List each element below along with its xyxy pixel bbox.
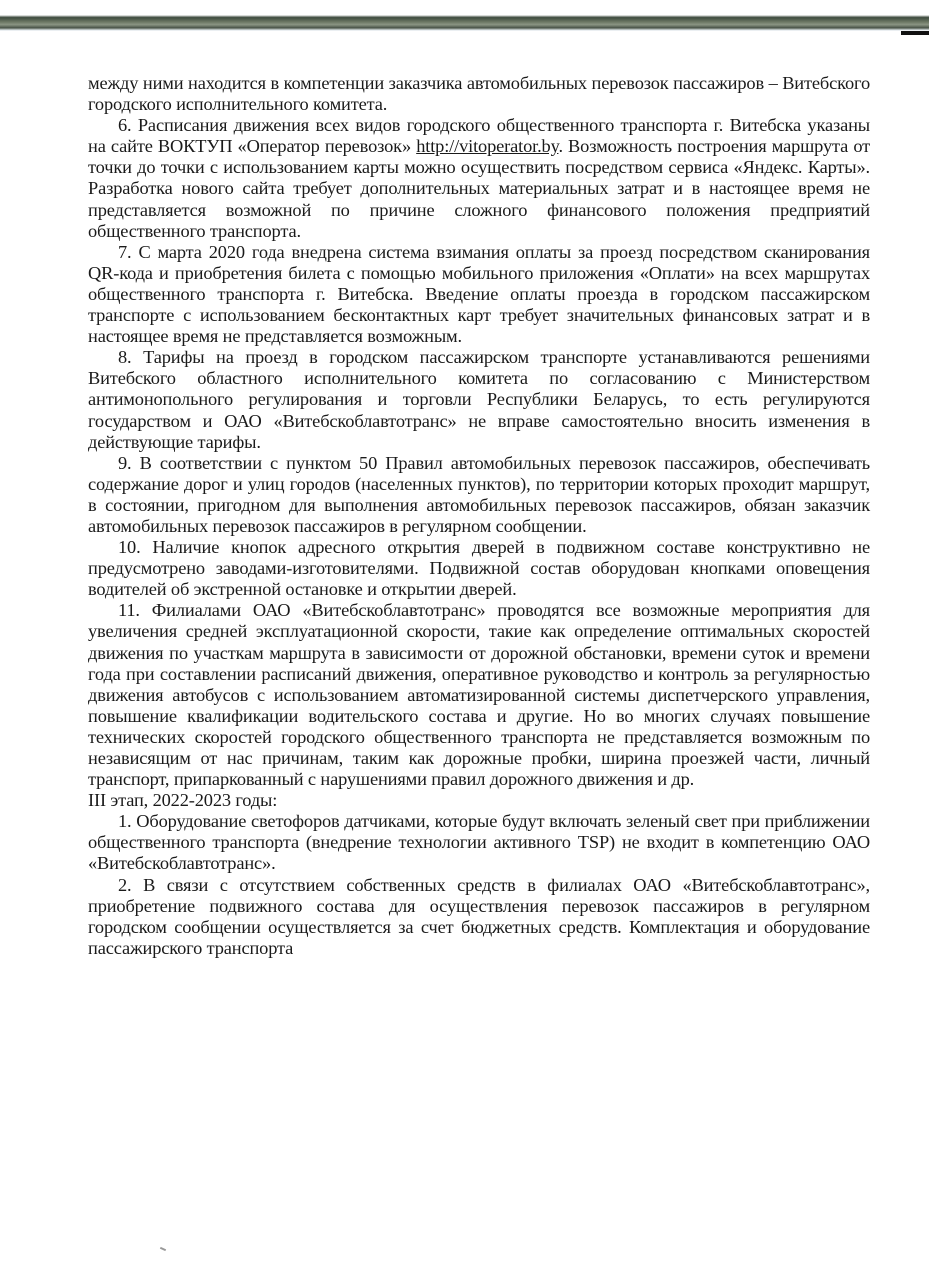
item-8-paragraph: 8. Тарифы на проезд в городском пассажирском транспорте устанавливаются решениями Витебского областного исполнительного комитета по согласованию с Министерством антимонопольного регулирования и торговли Республики Беларусь, то есть регулируются государством и ОАО «Витебскоблавтотранс» не вправе самостоятельно вносить изменения в действующие тарифы.: [88, 347, 870, 452]
stage-3-item-1-paragraph: 1. Оборудование светофоров датчиками, которые будут включать зеленый свет при приближении общественного транспорта (внедрение технологии активного TSP) не входит в компетенцию ОАО «Витебскоблавтотранс».: [88, 811, 870, 874]
stage-3-heading: III этап, 2022-2023 годы:: [88, 790, 278, 811]
stage-3-item-2-paragraph: 2. В связи с отсутствием собственных средств в филиалах ОАО «Витебскоблавтотранс», приобретение подвижного состава для осуществления перевозок пассажиров в регулярном городском сообщении осуществляется за счет бюджетных средств. Комплектация и оборудование пассажирского транспорта: [88, 874, 870, 958]
continuation-paragraph: между ними находится в компетенции заказчика автомобильных перевозок пассажиров – Витебского городского исполнительного комитета.: [88, 73, 870, 115]
item-6-paragraph: [88, 115, 870, 242]
item-6-text-end: . Возможность построения маршрута от точки до точки с использованием карты можно осуществить посредством сервиса «Яндекс. Карты». Разработка нового сайта требует дополнительных материальных затрат и в настоящее время не представляется возможной по причине сложного финансового положения предприятий общественного транспорта.: [88, 136, 871, 241]
vitoperator-link[interactable]: http://vitoperator.by: [416, 136, 559, 157]
item-10-paragraph: 10. Наличие кнопок адресного открытия дверей в подвижном составе конструктивно не предусмотрено заводами-изготовителями. Подвижной состав оборудован кнопками оповещения водителей об экстренной остановке и открытии дверей.: [88, 537, 870, 600]
scan-edge-bar: [0, 15, 929, 31]
item-7-paragraph: 7. С марта 2020 года внедрена система взимания оплаты за проезд посредством сканирования QR-кода и приобретения билета с помощью мобильного приложения «Оплати» на всех маршрутах общественного транспорта г. Витебска. Введение оплаты проезда в городском пассажирском транспорте с использованием бесконтактных карт требует значительных финансовых затрат и в настоящее время не представляется возможным.: [88, 241, 870, 347]
scan-speck: [160, 1247, 166, 1251]
item-6-text-start: 6. Расписания движения всех видов городского общественного транспорта г. Витебска указаны на сайте ВОКТУП «Оператор перевозок»: [88, 115, 870, 157]
item-9-paragraph: 9. В соответствии с пунктом 50 Правил автомобильных перевозок пассажиров, обеспечивать содержание дорог и улиц городов (населенных пунктов), по территории которых проходит маршрут, в состоянии, пригодном для выполнения автомобильных перевозок пассажиров, обязан заказчик автомобильных перевозок пассажиров в регулярном сообщении.: [88, 452, 870, 536]
document-page: [88, 73, 870, 959]
item-11-paragraph: 11. Филиалами ОАО «Витебскоблавтотранс» проводятся все возможные мероприятия для увеличения средней эксплуатационной скорости, такие как определение оптимальных скоростей движения по участкам маршрута в зависимости от дорожной обстановки, времени суток и времени года при составлении расписаний движения, оперативное руководство и контроль за регулярностью движения автобусов с использованием автоматизированной системы диспетчерского управления, повышение квалификации водительского состава и другие. Но во многих случаях повышение технических скоростей городского общественного транспорта не представляется возможным по независящим от нас причинам, таким как дорожные пробки, ширина проезжей части, личный транспорт, припаркованный с нарушениями правил дорожного движения и др.: [88, 600, 870, 790]
scan-edge-mark: [901, 31, 929, 35]
